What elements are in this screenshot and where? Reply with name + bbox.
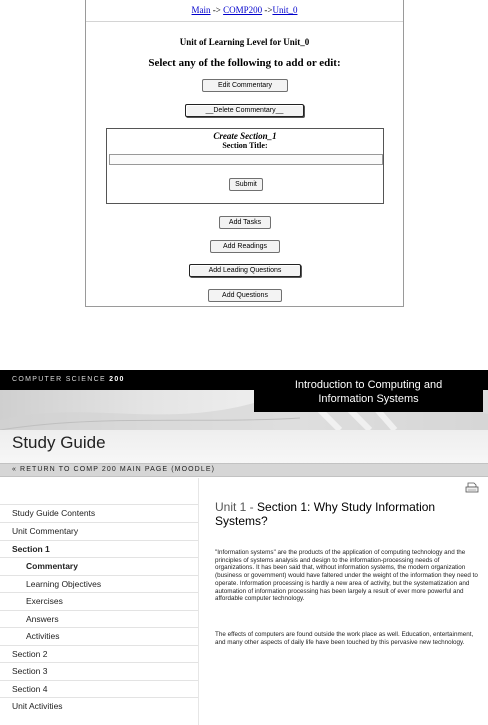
breadcrumb-unit-link[interactable]: Unit_0 (272, 5, 298, 15)
sidebar-item-section-4[interactable]: Section 4 (0, 680, 198, 697)
printer-icon[interactable] (465, 482, 479, 493)
unit-editor-panel (85, 0, 404, 307)
sidebar-item-learning-objectives[interactable]: Learning Objectives (0, 575, 198, 592)
section-heading (215, 500, 483, 528)
study-guide-header (0, 430, 488, 464)
breadcrumb-main-link[interactable]: Main (191, 5, 211, 15)
add-leading-questions-button[interactable]: Add Leading Questions (189, 264, 301, 277)
add-questions-button[interactable]: Add Questions (208, 289, 282, 302)
page-title: Study Guide (12, 433, 106, 452)
course-name-prefix: COMPUTER SCIENCE (12, 376, 110, 383)
breadcrumb-separator: -> (262, 5, 273, 15)
sidebar-item-section-2[interactable]: Section 2 (0, 645, 198, 662)
content-paragraph: "Information systems" are the products of the application of computing technology and the principles of systems analysis and design to the information-processing needs of organizations. It has been said that, without information systems, the modern organization (business or government) would have faltered under the weight of the information they need to operate. Information processing is hardly a new area of activity, but the systematization and automation of information processing has been largely a result of ever more powerful and affordable computer technology. (215, 549, 478, 603)
delete-commentary-button[interactable]: __Delete Commentary__ (185, 104, 304, 117)
heading-unit-label: Unit 1 - (215, 500, 258, 514)
sidebar-item-answers[interactable]: Answers (0, 610, 198, 627)
edit-commentary-button[interactable]: Edit Commentary (202, 79, 288, 92)
course-title (254, 370, 483, 412)
create-section-form (106, 128, 384, 204)
sidebar-item-unit-activities[interactable]: Unit Activities (0, 697, 198, 714)
breadcrumb-course-link[interactable]: COMP200 (223, 5, 263, 15)
breadcrumb-separator: -> (210, 5, 224, 15)
sidebar-nav (0, 478, 198, 725)
section-title-label: Section Title: (222, 141, 268, 150)
return-to-main-link[interactable]: « RETURN TO COMP 200 MAIN PAGE (MOODLE) (12, 466, 216, 473)
select-prompt: Select any of the following to add or edit: (148, 57, 341, 69)
course-number: 200 (109, 376, 125, 383)
breadcrumb (86, 0, 403, 22)
study-guide-page (0, 370, 488, 725)
create-section-title: Create Section_1 (213, 131, 277, 141)
sidebar-item-exercises[interactable]: Exercises (0, 592, 198, 609)
section-title-input[interactable] (109, 154, 383, 165)
add-readings-button[interactable]: Add Readings (210, 240, 280, 253)
main-content (198, 478, 488, 725)
sidebar-item-section-1[interactable]: Section 1 (0, 540, 198, 557)
sidebar-item-commentary[interactable]: Commentary (0, 557, 198, 574)
course-title-line2: Information Systems (318, 393, 419, 405)
submit-button[interactable]: Submit (229, 178, 263, 191)
sidebar-item-activities[interactable]: Activities (0, 627, 198, 644)
course-title-line1: Introduction to Computing and (294, 379, 443, 391)
add-tasks-button[interactable]: Add Tasks (219, 216, 271, 229)
content-paragraph: The effects of computers are found outside the work place as well. Education, entertainment, and many other aspects of daily life have been touched by this pervasive new technology. (215, 631, 474, 646)
heading-title: Section 1: Why Study Information Systems? (215, 500, 436, 528)
sidebar-item-section-3[interactable]: Section 3 (0, 662, 198, 679)
unit-level-title: Unit of Learning Level for Unit_0 (179, 37, 310, 47)
sidebar-item-unit-commentary[interactable]: Unit Commentary (0, 522, 198, 539)
course-name (12, 376, 125, 383)
sidebar-item-study-guide-contents[interactable]: Study Guide Contents (0, 504, 198, 521)
return-bar (0, 463, 488, 477)
